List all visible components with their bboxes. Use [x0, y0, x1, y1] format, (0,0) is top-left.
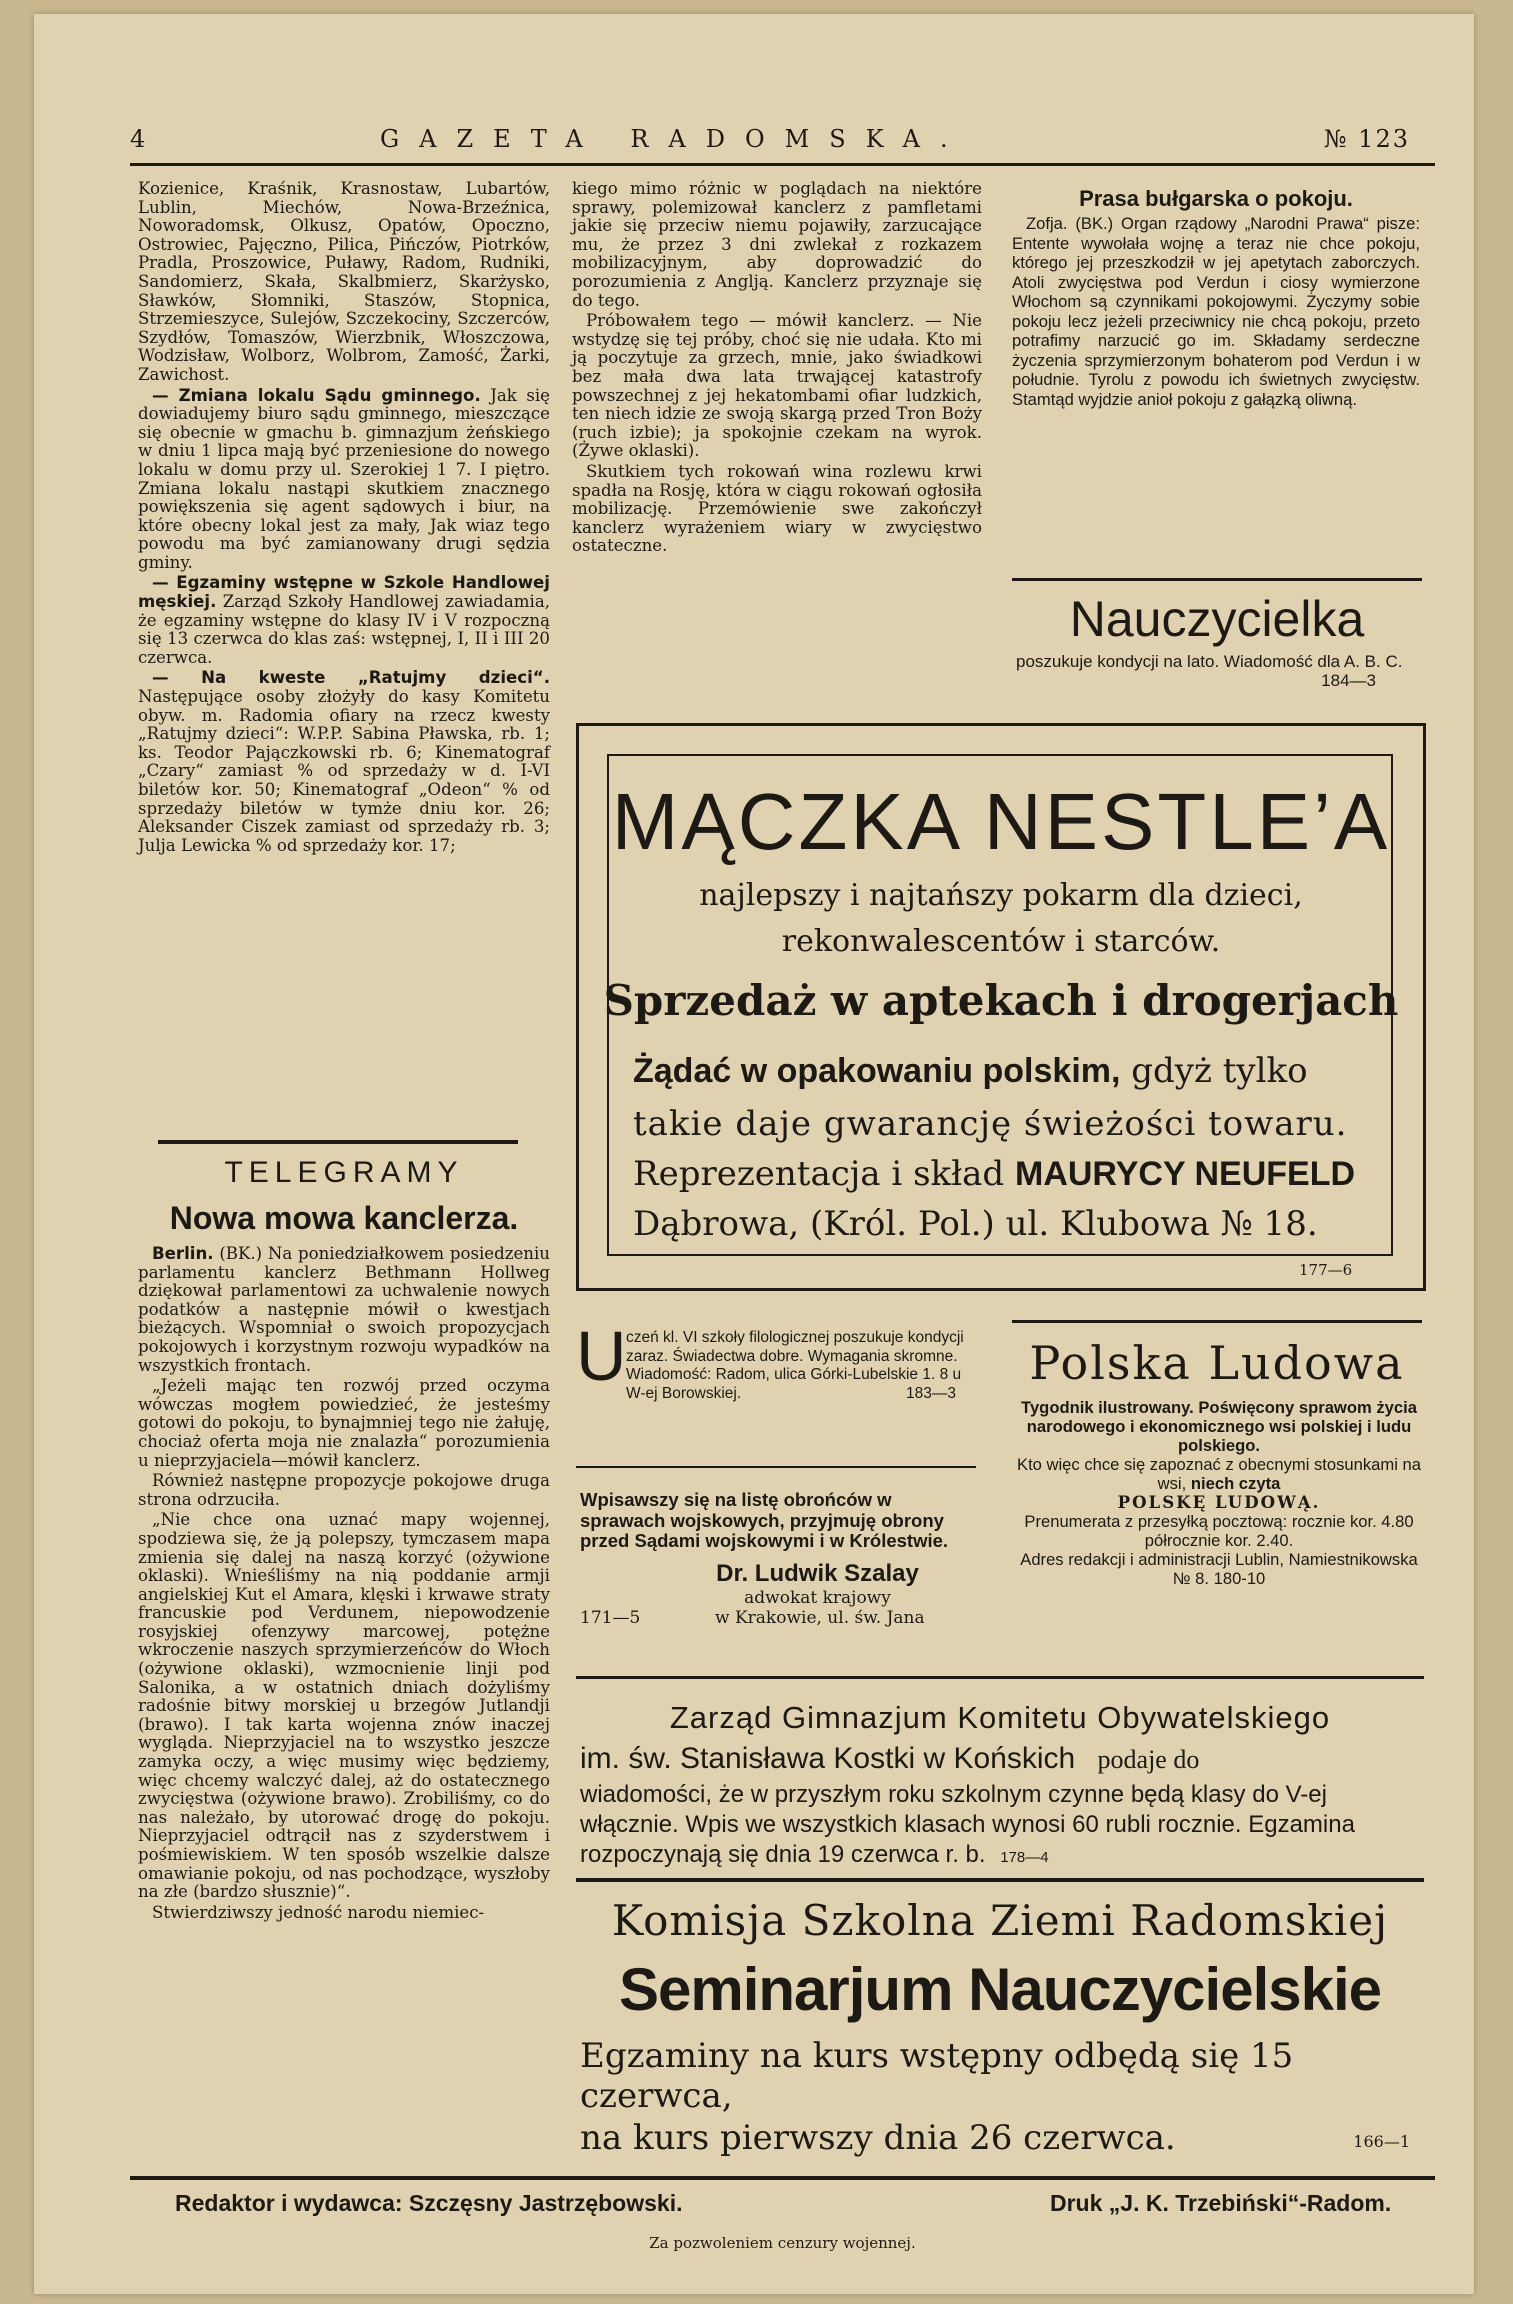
- wpisawszy-text: Wpisawszy się na listę obrońców w sprawach wojskowych, przyjmuję obrony przed Sądami wojskowymi i w Królestwie.: [580, 1489, 949, 1551]
- nauczycielka-rule: [1012, 578, 1422, 581]
- gimnazjum-line2b: podaje do: [1097, 1745, 1200, 1774]
- polska-text3: POLSKĘ LUDOWĄ.: [1117, 1492, 1321, 1512]
- polska-ludowa-body: [1016, 1398, 1422, 1588]
- nauczycielka-title: Nauczycielka: [1069, 591, 1365, 647]
- nestle-ad: [576, 723, 1426, 1291]
- col2-p1: kiego mimo różnic w poglądach na niektóre sprawy, polemizował kanclerz z pamfletami jakie się przeciw niemu pojawiły, zarzucające mu, że przez 3 dni zwlekał z rozkazem mobilizacyjnym, aby doprowadzić do porozumienia z Anglją. Kanclerz przyznaje się do tego.: [572, 179, 982, 310]
- telegram-p3: Również następne propozycje pokojowe druga strona odrzuciła.: [138, 1471, 550, 1509]
- gimnazjum-line1: Zarząd Gimnazjum Komitetu Obywatelskiego: [669, 1700, 1331, 1735]
- egzaminy-heading: — Egzaminy wstępne w Szkole Handlowej męskiej.: [138, 573, 550, 612]
- wpisawszy-ad: [580, 1490, 975, 1628]
- nestle-title: MĄCZKA NESTLE’A: [611, 777, 1391, 866]
- polska-text4: Prenumerata z przesyłką pocztową: rocznie kor. 4.80 półrocznie kor. 2.40.: [1024, 1512, 1414, 1550]
- berlin-text: (BK.) Na poniedziałkowem posiedzeniu parlamentu kanclerz Bethmann Hollweg dziękował parlamentowi za uchwalenie nowych podatków a następnie mówił o kwestjach bieżących. Wspomniał o swoich propozycjach pokojowych i korzystnym rozwoju wypadków na wszystkich frontach.: [138, 1244, 550, 1375]
- polska-text5-wrap: [1016, 1550, 1422, 1588]
- komisja-code: 166—1: [1353, 2132, 1410, 2151]
- nestle-line4a: Żądać w opakowaniu polskim,: [633, 1052, 1121, 1090]
- polska-text2: Kto więc chce się zapoznać z obecnymi stosunkami na wsi,: [1017, 1455, 1421, 1493]
- nestle-line4: [633, 1051, 1393, 1091]
- polska-rule-top: [1012, 1320, 1422, 1323]
- nestle-line6b: MAURYCY NEUFELD: [1015, 1155, 1356, 1193]
- polska-code: 180-10: [1213, 1569, 1266, 1588]
- polska-ludowa-title: Polska Ludowa: [1029, 1336, 1405, 1390]
- uczen-code: 183—3: [906, 1384, 956, 1402]
- wpisawszy-name: Dr. Ludwik Szalay: [716, 1559, 919, 1587]
- wpisawszy-role: adwokat krajowy: [744, 1587, 891, 1608]
- polska-text1: Tygodnik ilustrowany. Poświęcony sprawom życia narodowego i ekonomicznego wsi polskiej i ludu polskiego.: [1021, 1398, 1417, 1455]
- col2-p2: Próbowałem tego — mówił kanclerz. — Nie wstydzę się tej próby, choć się nie udała. Kto mi ją poczytuje za grzech, mnie, jako świadkowi bez mała dwa lata trwającej katastrofy powszechnej z jej hekatombami ofiar ludzkich, ten niech idzie ze swoją skargą przed Tron Boży (ruch izbie); ja spokojnie czekam na wyrok. (Żywe oklaski).: [572, 311, 982, 461]
- telegramy-heading: TELEGRAMY: [224, 1156, 464, 1189]
- uczen-body: czeń kl. VI szkoły filologicznej poszukuje kondycji zaraz. Świadectwa dobre. Wymagania skromne. Wiadomość: Radom, ulica Górki-Lubelskie 1. 8 u W-ej Borowskiej.: [626, 1329, 964, 1402]
- nestle-line1: najlepszy i najtańszy pokarm dla dzieci,: [699, 878, 1303, 913]
- nauczycielka-code: 184—3: [1321, 671, 1376, 690]
- wpisawszy-code: 171—5: [580, 1607, 641, 1628]
- gimnazjum-code: 178—4: [1000, 1849, 1049, 1866]
- komisja-ad: [580, 1896, 1420, 2158]
- prasa-text: [1012, 214, 1420, 411]
- egzaminy-text: Zarząd Szkoły Handlowej zawiadamia, że egzaminy wstępne do klasy IV i V rozpoczną się 13 czerwca do klas zaś: wstępnej, I, II i III 20 czerwca.: [138, 592, 550, 667]
- wpisawszy-foot: [580, 1608, 975, 1628]
- nestle-line2: rekonwalescentów i starców.: [781, 924, 1221, 959]
- column-2: [572, 180, 982, 558]
- towns-list: Kozienice, Kraśnik, Krasnostaw, Lubartów, Lublin, Miechów, Nowa-Brzeźnica, Noworadomsk, Olkusz, Opatów, Opoczno, Ostrowiec, Pajęczno, Pilica, Pińczów, Piotrków, Pradla, Proszowice, Puławy, Radom, Rudniki, Sandomierz, Skała, Skalbmierz, Skarżysko, Sławków, Słomniki, Staszów, Stopnica, Strzemieszyce, Sulejów, Szczekociny, Szczerców, Szydłów, Tomaszów, Wierzbnik, Włoszczowa, Wodzisław, Wolborz, Wolbrom, Zamość, Żarki, Zawichost.: [138, 179, 550, 384]
- sad-heading: — Zmiana lokalu Sądu gminnego.: [152, 385, 481, 405]
- polska-text5: Adres redakcji i administracji Lublin, Namiestnikowska № 8.: [1020, 1550, 1418, 1588]
- column-1-telegram: [138, 1245, 550, 1924]
- nowa-mowa-title: Nowa mowa kanclerza.: [169, 1200, 519, 1236]
- uczen-initial: U: [576, 1317, 627, 1395]
- telegram-p5: Stwierdziwszy jedność narodu niemiec-: [152, 1902, 485, 1922]
- komisja-rule: [576, 1878, 1424, 1882]
- telegram-p2: „Jeżeli mając ten rozwój przed oczyma wówczas mogłem powiedzieć, że jesteśmy gotowi do pokoju, to bynajmniej tego nie żałuję, chociaż oferta moja nie znalazła“ porozumienia u nieprzyjaciela—mówił kanclerz.: [138, 1376, 550, 1470]
- footer-cenzura: Za pozwoleniem cenzury wojennej.: [649, 2234, 916, 2252]
- nestle-line5: takie daje gwarancję świeżości towaru.: [633, 1104, 1348, 1144]
- prasa-body: Zofja. (BK.) Organ rządowy „Narodni Prawa“ pisze: Entente wywołała wojnę a teraz nie chce pokoju, którego jej przeszkodził w jej apetytach zaborczych. Atoli zwycięstwa pod Verdun i ciosy wymierzone Włochom są czynnikami pokojowymi. Życzymy sobie pokoju lecz jeżeli przeciwnicy nie chcą pokoju, przeto potrafimy narzucić go im. Składamy serdeczne życzenia sprzymierzonym bohaterom pod Verdun i w południe. Tyrolu z powodu ich świetnych zwycięstw. Stamtąd wyjdzie anioł pokoju z gałązką oliwną.: [1012, 214, 1420, 409]
- nauczycielka-body: poszukuje kondycji na lato. Wiadomość dla A. B. C.: [1016, 652, 1403, 671]
- uczen-text: [626, 1329, 976, 1403]
- footer-editor: Redaktor i wydawca: Szczęsny Jastrzębowski.: [175, 2190, 683, 2216]
- issue-number: № 123: [1323, 125, 1410, 153]
- gimnazjum-rule: [576, 1676, 1424, 1679]
- col2-p3: Skutkiem tych rokowań wina rozlewu krwi spadła na Rosję, która w ciągu rokowań ogłosiła mobilizację. Przemówienie swe zakończył kanclerz wyrażeniem wiary w zwycięstwo ostateczne.: [572, 461, 982, 556]
- gimnazjum-line2-wrap: [580, 1742, 1420, 1776]
- sad-text: Jak się dowiadujemy biuro sądu gminnego, mieszczące się obecnie w gmachu b. gimnazjum żeńskiego w dniu 1 lipca mają być przeniesione do nowego lokalu w domu przy ul. Szerokiej 1 7. I piętro. Zmiana lokalu nastąpi skutkiem znacznego powiększenia się agent sądowych i biur, na które obecny lokal jest za mały, Jak wiaz tego powodu ma być zamianowany drugi sędzia gminy.: [138, 385, 550, 572]
- footer-printer: Druk „J. K. Trzebiński“-Radom.: [1050, 2190, 1392, 2216]
- komisja-line2: Seminarjum Nauczycielskie: [618, 1956, 1382, 2023]
- uczen-ad: [576, 1317, 976, 1475]
- kwesta-heading: — Na kweste „Ratujmy dzieci“.: [152, 668, 550, 688]
- masthead: GAZETA RADOMSKA.: [380, 125, 968, 153]
- column-1: [138, 180, 550, 857]
- polska-text2b: niech czyta: [1190, 1474, 1281, 1493]
- nauczycielka-text: [1016, 652, 1416, 690]
- gimnazjum-text: wiadomości, że w przyszłym roku szkolnym czynne będą klasy do V-ej włącznie. Wpis we wszystkich klasach wynosi 60 rubli rocznie. Egzamina rozpoczynają się dnia 19 czerwca r. b.: [580, 1781, 1355, 1868]
- page-number: 4: [130, 125, 148, 153]
- gimnazjum-text-wrap: [580, 1780, 1420, 1873]
- gimnazjum-ad: [580, 1700, 1420, 1873]
- telegram-p4: „Nie chce ona uznać mapy wojennej, spodziewa się, że ją polepszy, tymczasem mapa zmienia się dalej na naszą korzyć (ożywione oklaski). Wnieśliśmy na nią poddanie armji angielskiej Kut el Amara, klęski i krwawe straty francuskie pod Verdunem, niepowodzenie rosyjskiej ofenzywy marcowej, potężne wkroczenie naszych sprzymierzeńców do Włoch (ożywione oklaski), wzmocnienie linji pod Salonika, a w ostatnich dniach dożyliśmy radośnie bitwy morskiej u brzegów Jutlandji (brawo). I tak karta wojenna znów inaczej wygląda. Nieprzyjaciel na to wszystko jeszcze zamyka oczy, a więc musimy więc będziemy, więc chcemy walczyć dalej, aż do ostatecznego zwycięstwa (ożywione brawo). Zrobiliśmy, co do nas należało, by utorować drogę do pokoju. Nieprzyjaciel odtrącił nas z szyderstwem i pośmiewiskiem. W ten sposób wszelkie dalsze omawianie pokoju, od nas pochodzące, wyszłoby na złe (bardzo słusznie)“.: [138, 1510, 550, 1902]
- footer-rule: [130, 2176, 1435, 2180]
- wpisawszy-addr: w Krakowie, ul. św. Jana: [715, 1607, 925, 1628]
- nestle-line3: Sprzedaż w aptekach i drogerjach: [603, 976, 1399, 1025]
- komisja-line3: Egzaminy na kurs wstępny odbędą się 15 czerwca,: [580, 2036, 1294, 2116]
- kwesta-text: Następujące osoby złożyły do kasy Komitetu obyw. m. Radomia ofiary na rzecz kwesty „Ratujmy dzieci“: W.P.P. Sabina Pławska, rb. 1; ks. Teodor Pajączkowski rb. 6; Kinematograf „Czary“ zamiast % od sprzedaży w d. I-VI biletów kor. 50; Kinematograf „Odeon“ % od sprzedaży biletów w tymże dniu kor. 26; Aleksander Ciszek zamiast od sprzedaży rb. 3; Julja Lewicka % od sprzedaży kor. 17;: [138, 687, 550, 855]
- berlin-heading: Berlin.: [152, 1244, 214, 1263]
- nestle-line6: [633, 1154, 1393, 1194]
- nestle-code: 177—6: [1299, 1261, 1353, 1279]
- nestle-line6a: Reprezentacja i skład: [633, 1154, 1005, 1194]
- nestle-line4b: gdyż tylko: [1131, 1051, 1308, 1091]
- header-rule: [130, 163, 1435, 166]
- komisja-line4: na kurs pierwszy dnia 26 czerwca.: [580, 2118, 1176, 2158]
- nestle-line7: Dąbrowa, (Król. Pol.) ul. Klubowa № 18.: [633, 1204, 1318, 1244]
- page-header: [130, 125, 1430, 165]
- wpisawszy-rule: [576, 1466, 976, 1468]
- telegramy-rule: [158, 1140, 518, 1144]
- komisja-line1: Komisja Szkolna Ziemi Radomskiej: [611, 1896, 1389, 1945]
- gimnazjum-line2: im. św. Stanisława Kostki w Końskich: [580, 1742, 1076, 1775]
- prasa-heading: Prasa bułgarska o pokoju.: [1079, 186, 1353, 211]
- polska-text2-wrap: [1016, 1455, 1422, 1493]
- komisja-line4-wrap: [580, 2118, 1420, 2158]
